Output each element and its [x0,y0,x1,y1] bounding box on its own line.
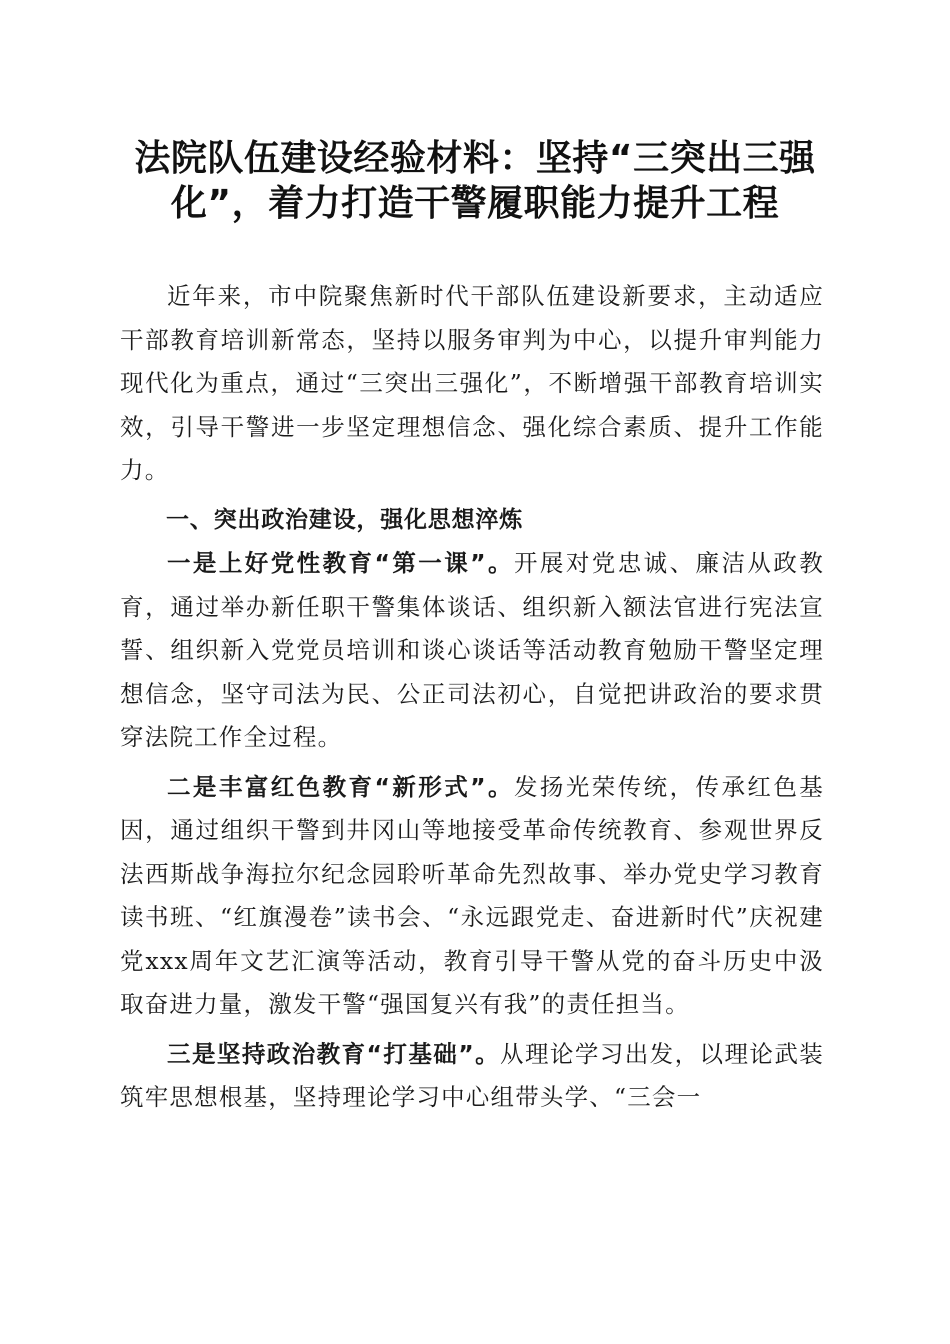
paragraph-text: 从理论学习出发，以理论武装筑牢思想根基，坚持理论学习中心组带头学、“三会一 [120,1039,824,1111]
paragraph-lead: 二是丰富红色教育“新形式”。 [167,772,514,801]
document-body [120,275,824,1120]
paragraph-text: 发扬光荣传统，传承红色基因，通过组织干警到井冈山等地接受革命传统教育、参观世界反法西斯战争海拉尔纪念园聆听革命先烈故事、举办党史学习教育读书班、“红旗漫卷”读书会、“永远跟党走、奋进新时代”庆祝建党xxx周年文艺汇演等活动，教育引导干警从党的奋斗历史中汲取奋进力量，激发干警“强国复兴有我”的责任担当。 [120,772,824,1018]
body-paragraph-1 [120,542,824,760]
body-paragraph-3 [120,1033,824,1120]
intro-paragraph: 近年来，市中院聚焦新时代干部队伍建设新要求，主动适应干部教育培训新常态，坚持以服务审判为中心，以提升审判能力现代化为重点，通过“三突出三强化”，不断增强干部教育培训实效，引导干警进一步坚定理想信念、强化综合素质、提升工作能力。 [120,282,824,484]
paragraph-text: 开展对党忠诚、廉洁从政教育，通过举办新任职干警集体谈话、组织新入额法官进行宪法宣誓、组织新入党党员培训和谈心谈话等活动教育勉励干警坚定理想信念，坚守司法为民、公正司法初心，自觉把讲政治的要求贯穿法院工作全过程。 [120,549,824,751]
document-title: 法院队伍建设经验材料：坚持“三突出三强化”，着力打造干警履职能力提升工程 [134,138,816,224]
paragraph-lead: 三是坚持政治教育“打基础”。 [167,1039,501,1068]
paragraph-lead: 一是上好党性教育“第一课”。 [167,549,514,577]
body-paragraph-2 [120,766,824,1027]
section-heading: 一、突出政治建设，强化思想淬炼 [166,506,523,533]
